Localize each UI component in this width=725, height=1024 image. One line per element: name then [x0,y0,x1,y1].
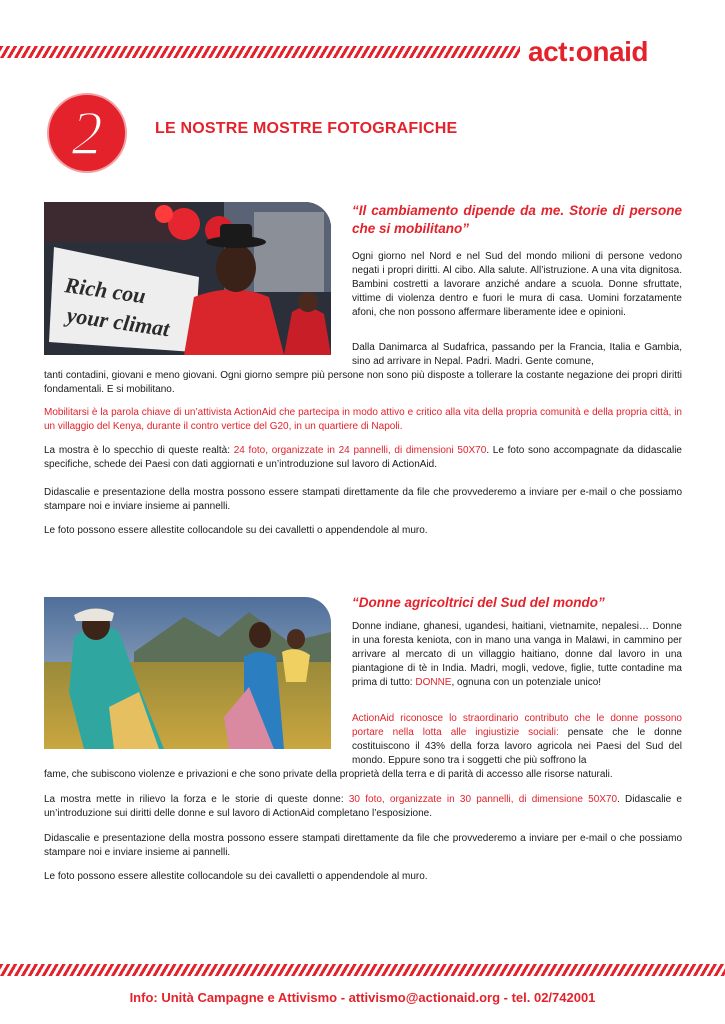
donne-highlight: DONNE [415,677,452,688]
farmers-photo [44,597,331,749]
banner-text-line1: Rich cou [63,272,148,309]
exhibition2-paragraph-3: La mostra mette in rilievo la forza e le storie di queste donne: 30 foto, organizzate in 30 pannelli, di dimensione 50X70. Didascalie e un’introduzione sui diritti delle donne e sul lavoro di ActionAid completano l’esposizione. [44,794,682,819]
exhibition2-paragraph-1: Donne indiane, ghanesi, ugandesi, haitiani, vietnamite, nepalesi… Donne in una foresta keniota, con in mano una vanga in Malawi, in cammino per arrivare al mercato di un villaggio haitiano, donne dal lavoro in una piantagione di tè in India. Madri, mogli, vedove, figlie, tutte contadine ma prima di tutto: DONNE, ognuna con un potenziale unico! [352,621,682,688]
exhibition1-paragraph-4: La mostra è lo specchio di queste realtà: 24 foto, organizzate in 24 pannelli, di dimensioni 50X70. Le foto sono accompagnate da didascalie specifiche, schede dei Paesi con dati aggiornati e un’introduzione sul lavoro di ActionAid. [44,445,682,470]
actionaid-logo: act:onaid [528,36,648,67]
section-title: LE NOSTRE MOSTRE FOTOGRAFICHE [155,120,458,137]
exhibition1-specs: 24 foto, organizzate in 24 pannelli, di dimensioni 50X70 [233,445,487,456]
section-number-badge [44,90,130,176]
badge-number: 2 [71,100,103,168]
exhibition2-paragraph-2-side: ActionAid riconosce lo straordinario contributo che le donne possono portare nella lotta alle ingiustizie sociali: pensate che le donne costituiscono il 43% della forza lavoro agricola nei Paesi del Sud del mondo. Eppure sono tra i soggetti che più soffrono la [352,713,682,766]
contact-info: Info: Unità Campagne e Attivismo - attivismo@actionaid.org - tel. 02/742001 [129,990,596,1005]
footer-stripe-decoration [0,964,725,976]
header-stripe-decoration [0,46,520,58]
exhibition2-paragraph-4: Didascalie e presentazione della mostra possono essere stampati direttamente da file che provvederemo a inviare per e-mail o che possiamo stampare noi e inviare insieme ai pannelli. [44,833,682,858]
exhibition2-paragraph-2: fame, che subiscono violenze e privazioni e che sono private della proprietà della terra e di parità di accesso alle risorse naturali. [44,769,613,780]
banner-text-line2: your climat [65,302,172,342]
exhibition1-paragraph-6: Le foto possono essere allestite collocandole su dei cavalletti o appendendole al muro. [44,525,428,536]
exhibition1-paragraph-5: Didascalie e presentazione della mostra possono essere stampati direttamente da file che provvederemo a inviare per e-mail o che possiamo stampare noi e inviare insieme ai pannelli. [44,487,682,512]
exhibition2-paragraph-5: Le foto possono essere allestite collocandole su dei cavalletti o appendendole al muro. [44,871,428,882]
exhibition2-specs: 30 foto, organizzate in 30 pannelli, di dimensione 50X70 [348,794,618,805]
exhibition1-paragraph-2-side: Dalla Danimarca al Sudafrica, passando per la Francia, Italia e Gambia, sino ad arrivare in Nepal. Padri. Madri. Gente comune, [352,342,682,367]
exhibition1-paragraph-2: tanti contadini, giovani e meno giovani. Ogni giorno sempre più persone non sono più disposte a tollerare la costante negazione dei propri diritti fondamentali. E si mobilitano. [44,370,682,395]
exhibition1-title: “Il cambiamento dipende da me. Storie di persone che si mobilitano” [352,203,682,236]
exhibition1-paragraph-3: Mobilitarsi è la parola chiave di un’attivista ActionAid che partecipa in modo attivo e critico alla vita della propria comunità e della propria città, in un villaggio del Kenya, durante il contro vertice del G20, in un quartiere di Napoli. [44,407,682,432]
exhibition2-title: “Donne agricoltrici del Sud del mondo” [352,595,605,610]
protest-photo [44,202,331,355]
exhibition1-paragraph-1: Ogni giorno nel Nord e nel Sud del mondo milioni di persone vedono negati i propri diritti. Al cibo. Alla salute. All’istruzione. A una vita dignitosa. Bambini costretti a lavorare anziché andare a scuola. Donne sfruttate, vittime di violenza dentro e fuori le mura di casa. Uomini forzatamente afoni, che non possono affermare liberamente idee e opinioni. [352,251,682,318]
